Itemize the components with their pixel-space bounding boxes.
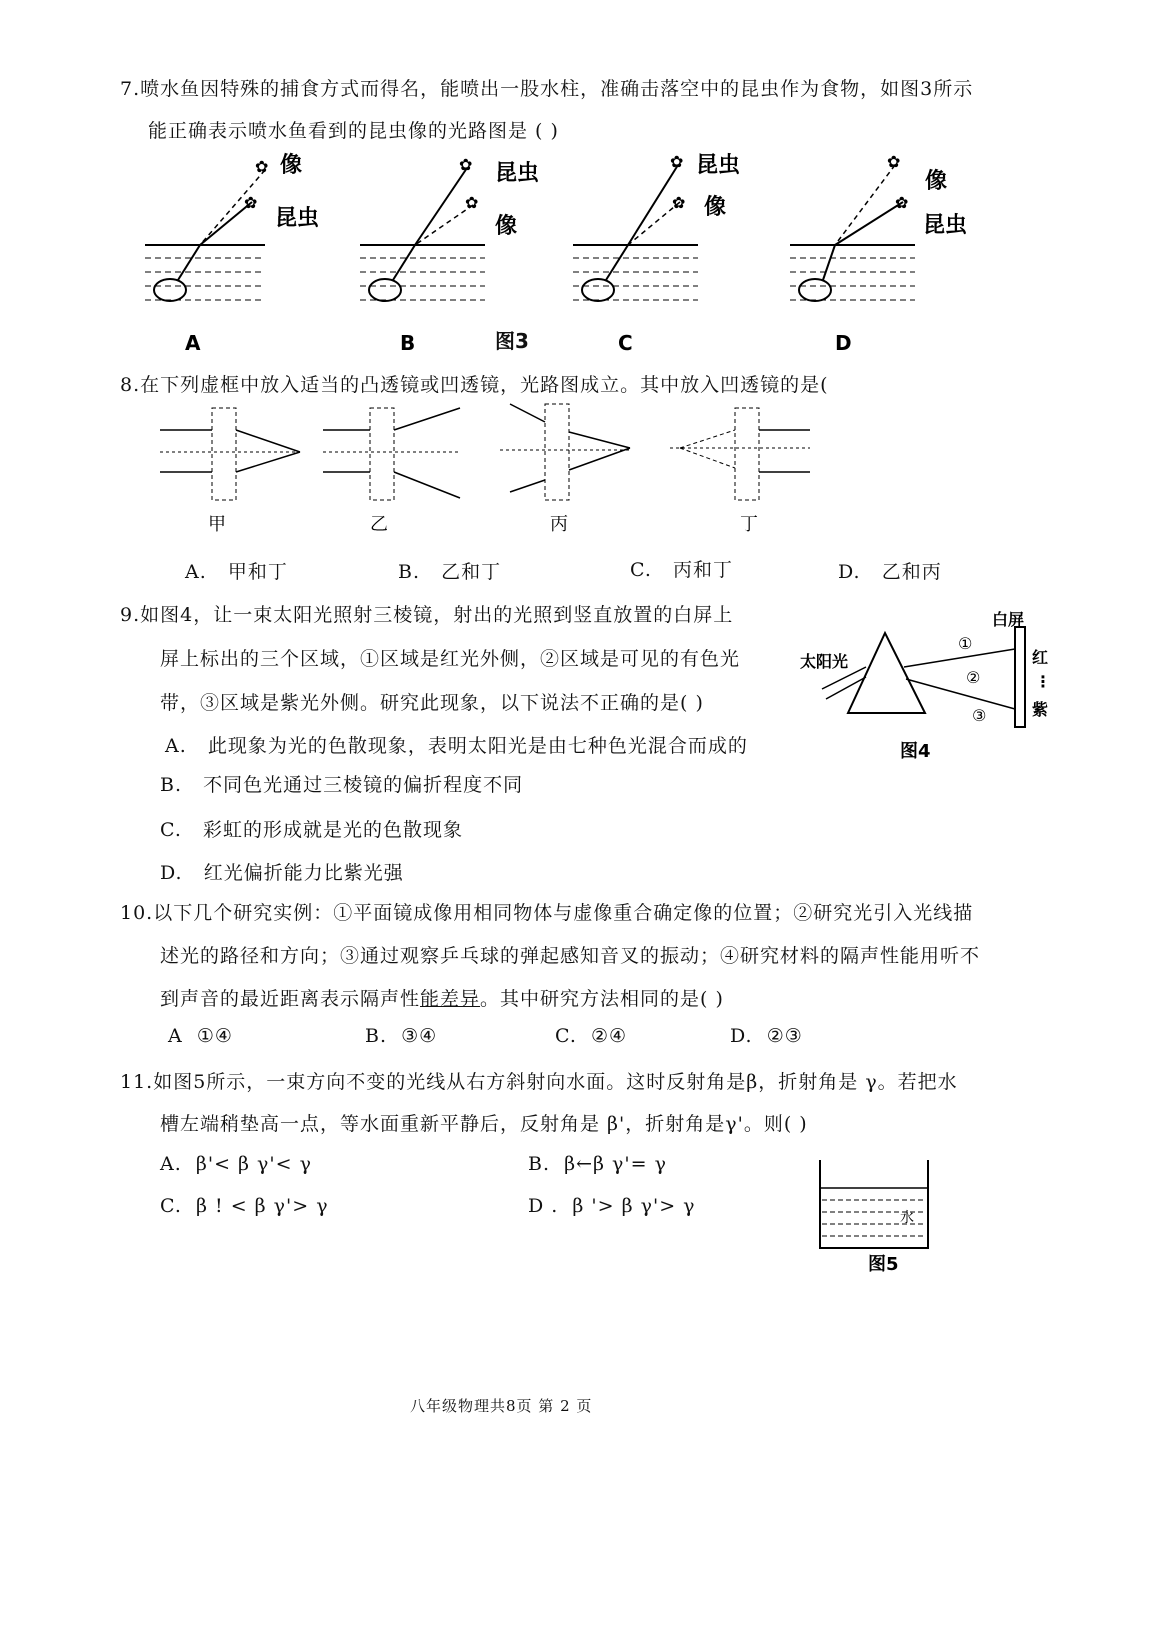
q11-tank-figure xyxy=(810,1150,940,1275)
svg-text:✿: ✿ xyxy=(895,193,909,212)
q11-option-c: C. β ! < β γ'> γ xyxy=(160,1195,329,1217)
q7-fig-caption: 图3 xyxy=(495,329,529,353)
q8-option-d xyxy=(838,557,942,584)
q8-option-c-key: C. xyxy=(630,559,652,581)
q9-stem-line1: 9.如图4，让一束太阳光照射三棱镜，射出的光照到竖直放置的白屏上 xyxy=(120,604,734,626)
q7-stem-line2: 能正确表示喷水鱼看到的昆虫像的光路图是 ( ) xyxy=(148,120,559,142)
q8-option-c xyxy=(630,555,733,582)
q11-fig-caption: 图5 xyxy=(868,1254,899,1275)
q10-option-d: D. ②③ xyxy=(730,1025,803,1047)
q8-option-a-key: A. xyxy=(185,561,207,583)
q8-option-b-key: B. xyxy=(398,561,421,583)
q11-water-label: 水 xyxy=(900,1210,914,1226)
svg-text:✿: ✿ xyxy=(244,193,258,212)
q7-c-bottom-label: 像 xyxy=(704,195,727,220)
q8-option-d-text: 乙和丙 xyxy=(881,561,942,583)
q7-c-letter: C xyxy=(618,331,633,355)
q7-b-letter: B xyxy=(400,331,416,355)
q7-stem-line1: 7.喷水鱼因特殊的捕食方式而得名，能喷出一股水柱，准确击落空中的昆虫作为食物，如图3所示 xyxy=(120,78,974,100)
q11-stem-line2: 槽左端稍垫高一点，等水面重新平静后，反射角是 β'，折射角是γ'。则( ) xyxy=(160,1113,808,1135)
q9-region-1: ① xyxy=(958,634,973,653)
svg-text:✿: ✿ xyxy=(465,193,479,212)
q7-d-bottom-label: 昆虫 xyxy=(923,213,968,238)
q8-option-a-text: 甲和丁 xyxy=(227,561,288,583)
q8-option-a xyxy=(185,557,288,584)
q7-c-top-label: 昆虫 xyxy=(696,153,741,178)
svg-text:✿: ✿ xyxy=(255,157,269,176)
q9-region-3: ③ xyxy=(972,706,987,725)
q8-lens-diagrams xyxy=(160,400,980,550)
svg-text:✿: ✿ xyxy=(672,193,686,212)
svg-text:✿: ✿ xyxy=(459,155,473,174)
q7-d-letter: D xyxy=(835,331,852,355)
q9-fig-caption: 图4 xyxy=(900,741,931,762)
q9-prism-figure xyxy=(800,605,1060,770)
q9-option-c: C. 彩虹的形成就是光的色散现象 xyxy=(160,819,464,841)
q7-b-bottom-label: 像 xyxy=(495,214,518,239)
q10-option-b: B. ③④ xyxy=(365,1025,438,1047)
q9-screen-label: 白屏 xyxy=(992,610,1025,629)
q9-red-label: 红 xyxy=(1032,648,1049,667)
q7-a-bottom-label: 昆虫 xyxy=(275,206,320,231)
q9-option-a: A. 此现象为光的色散现象，表明太阳光是由七种色光混合而成的 xyxy=(165,735,748,757)
q9-sun-label: 太阳光 xyxy=(800,652,849,671)
q9-stem-line3: 带，③区域是紫光外侧。研究此现象，以下说法不正确的是( ) xyxy=(160,692,704,714)
q7-panel-a xyxy=(140,150,320,360)
q11-stem-line1: 11.如图5所示，一束方向不变的光线从右方斜射向水面。这时反射角是β，折射角是 γ。若把水 xyxy=(120,1071,958,1093)
q11-option-a: A. β'< β γ'< γ xyxy=(160,1153,312,1175)
q8-label-jia: 甲 xyxy=(208,514,226,535)
q8-option-c-text: 丙和丁 xyxy=(673,559,734,581)
q8-option-b xyxy=(398,557,501,584)
q7-a-letter: A xyxy=(185,331,201,355)
svg-text:✿: ✿ xyxy=(670,152,684,171)
q7-panel-c xyxy=(568,150,758,360)
q8-stem: 8.在下列虚框中放入适当的凸透镜或凹透镜，光路图成立。其中放入凹透镜的是( xyxy=(120,374,829,396)
q11-option-b: B. β←β γ'= γ xyxy=(528,1153,667,1175)
q8-label-bing: 丙 xyxy=(550,514,568,535)
svg-text:✿: ✿ xyxy=(887,152,901,171)
q10-stem-line2: 述光的路径和方向；③通过观察乒乓球的弹起感知音叉的振动；④研究材料的隔声性能用听不 xyxy=(160,945,981,967)
q7-panel-d xyxy=(785,150,985,360)
q8-option-b-text: 乙和丁 xyxy=(441,561,502,583)
q10-option-a: A ①④ xyxy=(168,1025,233,1047)
q9-dots: ⋮ xyxy=(1035,672,1051,691)
q8-label-yi: 乙 xyxy=(370,514,388,535)
q8-option-d-key: D. xyxy=(838,561,861,583)
q10-option-c: C. ②④ xyxy=(555,1025,628,1047)
q9-option-d: D. 红光偏折能力比紫光强 xyxy=(160,862,404,884)
q7-a-top-label: 像 xyxy=(280,153,303,178)
q9-stem-line2: 屏上标出的三个区域，①区域是红光外侧，②区域是可见的有色光 xyxy=(160,648,741,670)
page-footer: 八年级物理共8页 第 2 页 xyxy=(410,1397,593,1415)
q9-region-2: ② xyxy=(966,668,981,687)
q7-d-top-label: 像 xyxy=(925,169,948,194)
q8-label-ding: 丁 xyxy=(740,514,758,535)
q10-stem-line1: 10.以下几个研究实例：①平面镜成像用相同物体与虚像重合确定像的位置；②研究光引入光线描 xyxy=(120,902,974,924)
q9-option-b: B. 不同色光通过三棱镜的偏折程度不同 xyxy=(160,774,524,796)
q10-stem-line3: 到声音的最近距离表示隔声性能差异。其中研究方法相同的是( ) xyxy=(160,988,724,1010)
q9-violet-label: 紫 xyxy=(1032,700,1049,719)
q11-option-d: D . β '> β γ'> γ xyxy=(528,1195,696,1217)
q7-b-top-label: 昆虫 xyxy=(495,161,540,186)
